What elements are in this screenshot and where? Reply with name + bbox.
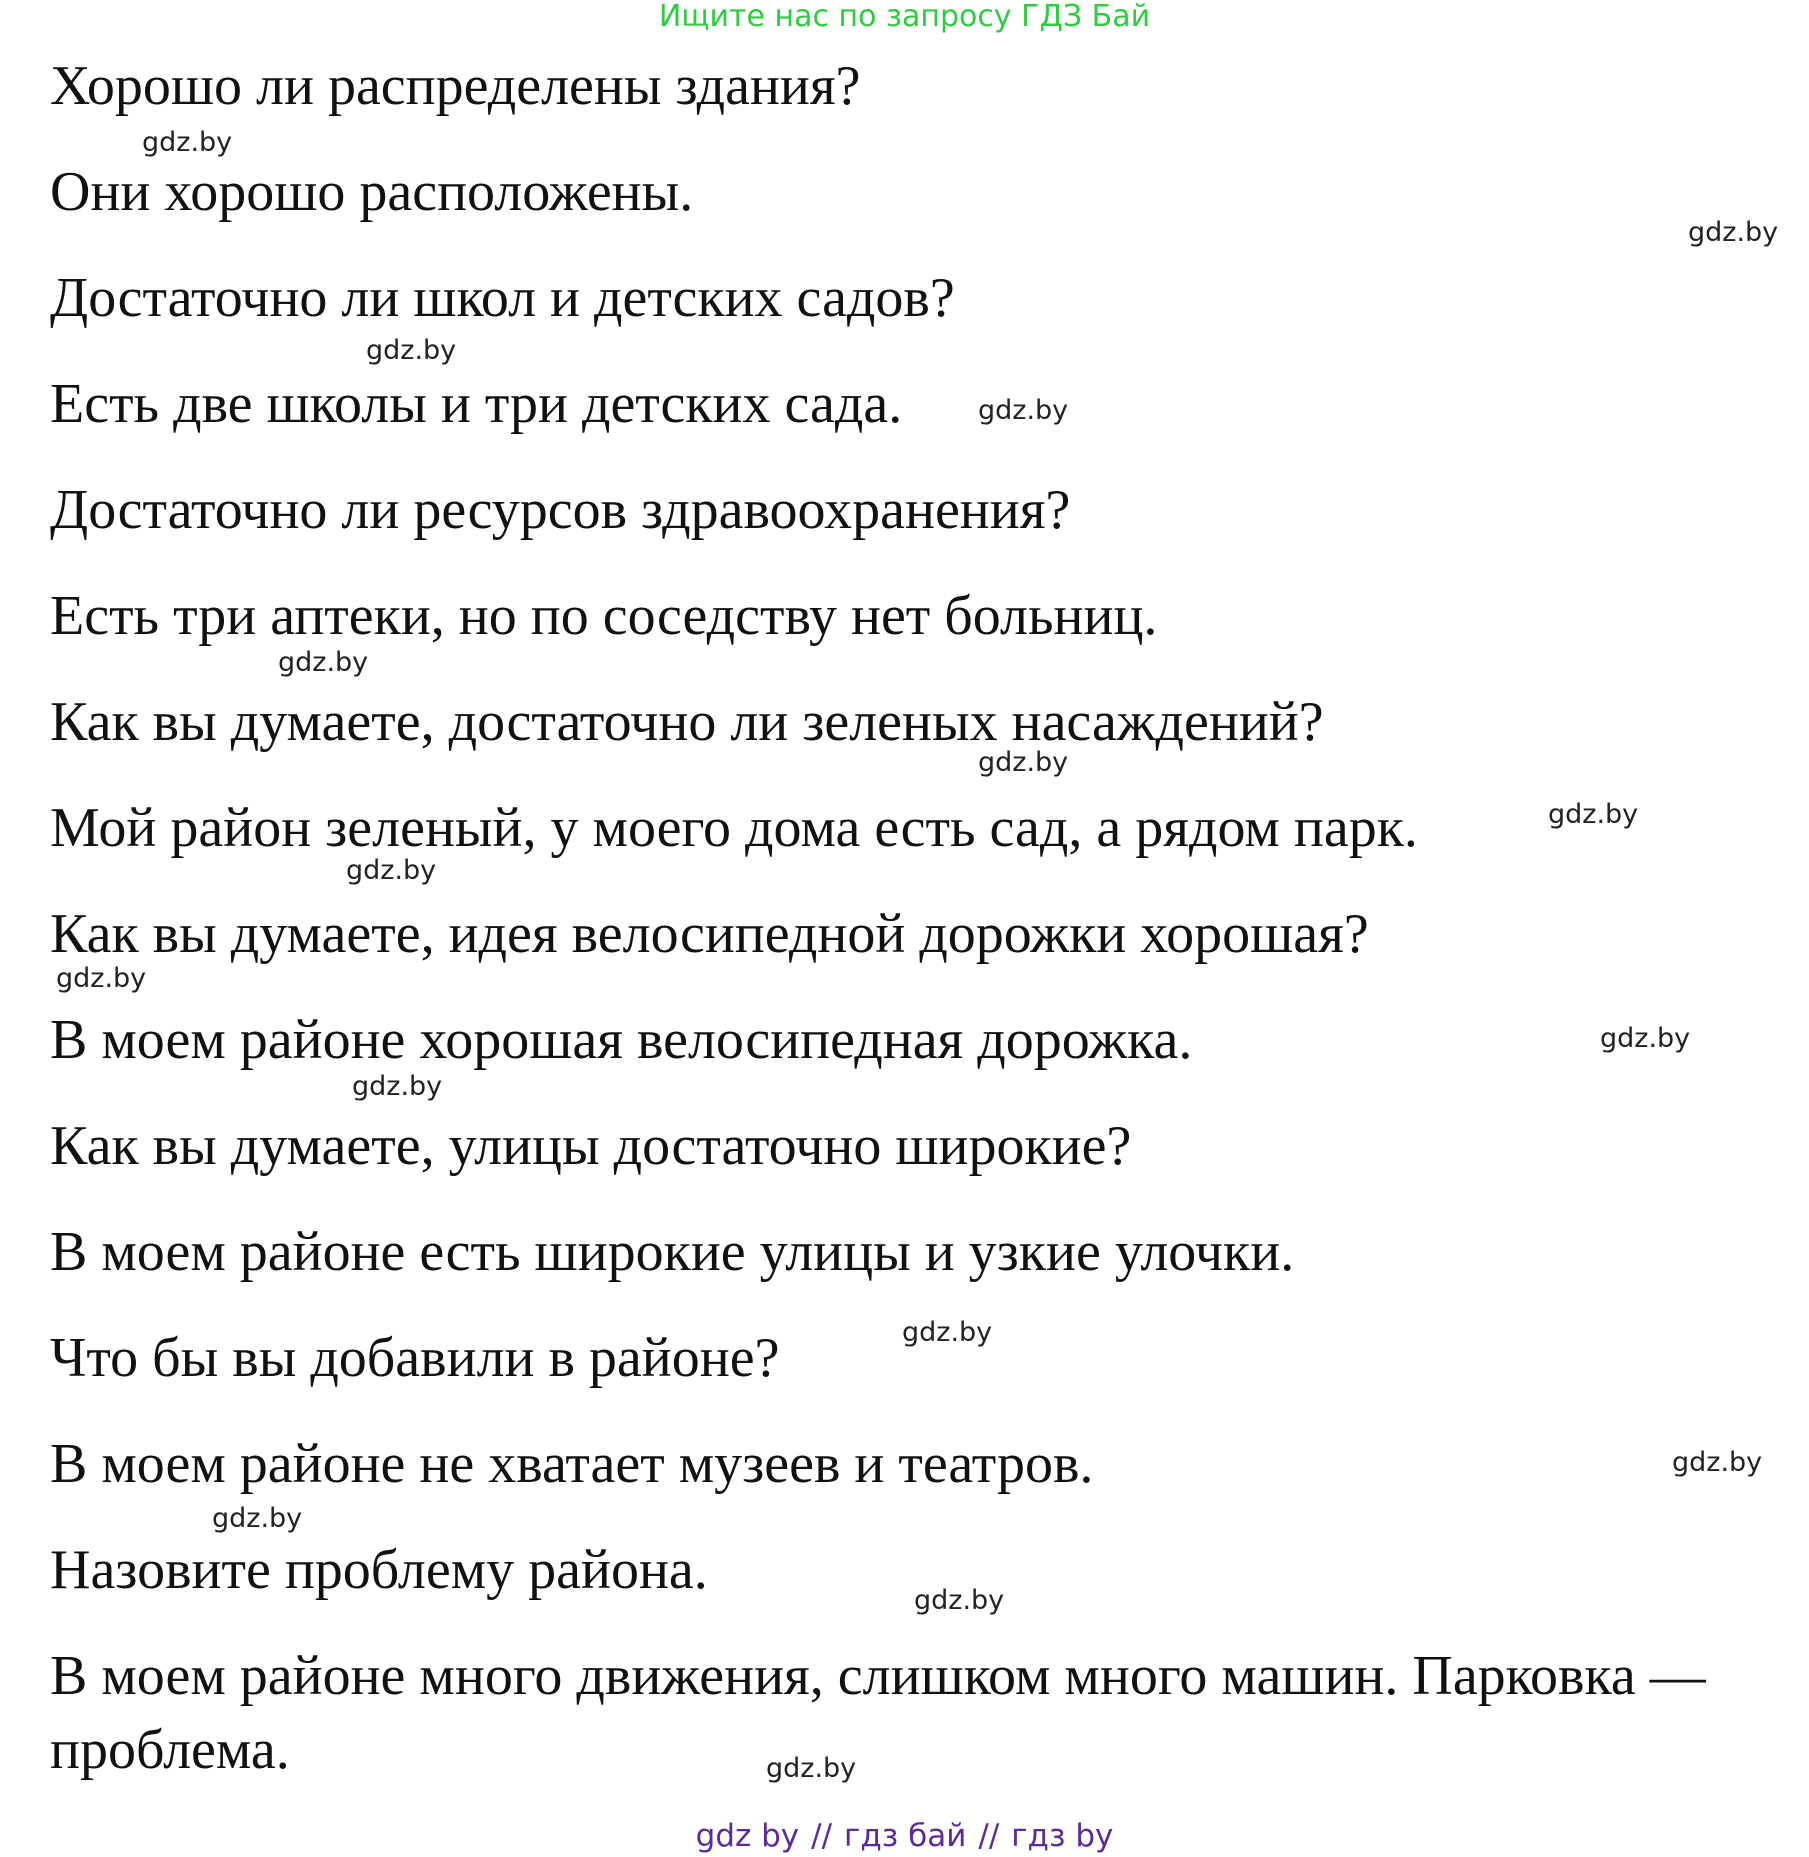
watermark: gdz.by	[902, 1317, 993, 1348]
text-line: Есть три аптеки, но по соседству нет больниц.	[50, 585, 1158, 647]
text-line: Как вы думаете, идея велосипедной дорожки хорошая?	[50, 903, 1369, 965]
watermark: gdz.by	[914, 1585, 1005, 1616]
text-line: Что бы вы добавили в районе?	[50, 1327, 780, 1389]
watermark: gdz.by	[1548, 799, 1639, 830]
watermark: gdz.by	[1672, 1447, 1763, 1478]
footer-links	[0, 1818, 1809, 1854]
watermark: gdz.by	[978, 747, 1069, 778]
text-line: Назовите проблему района.	[50, 1539, 708, 1601]
text-line: В моем районе много движения, слишком много машин. Парковка —	[50, 1645, 1706, 1707]
text-line: Как вы думаете, достаточно ли зеленых насаждений?	[50, 691, 1324, 753]
watermark: gdz.by	[366, 335, 457, 366]
header-search-hint: Ищите нас по запросу ГДЗ Бай	[658, 0, 1151, 34]
footer-separator: //	[978, 1818, 1000, 1854]
text-line: Они хорошо расположены.	[50, 161, 694, 223]
text-line: Как вы думаете, улицы достаточно широкие?	[50, 1115, 1132, 1177]
footer-link-gdz-bai[interactable]: гдз бай	[844, 1818, 967, 1854]
text-line: В моем районе хорошая велосипедная дорожка.	[50, 1009, 1193, 1071]
text-line: Достаточно ли ресурсов здравоохранения?	[50, 479, 1071, 541]
text-line: В моем районе не хватает музеев и театров.	[50, 1433, 1094, 1495]
footer-link-gdz-by[interactable]: gdz by	[695, 1818, 800, 1854]
text-line: Достаточно ли школ и детских садов?	[50, 267, 955, 329]
footer-link-gdz-by-cyr[interactable]: гдз by	[1011, 1818, 1114, 1854]
text-line: Есть две школы и три детских сада.	[50, 373, 903, 435]
watermark: gdz.by	[142, 127, 233, 158]
text-line: проблема.	[50, 1719, 290, 1781]
watermark: gdz.by	[978, 395, 1069, 426]
watermark: gdz.by	[1688, 217, 1779, 248]
text-line: Хорошо ли распределены здания?	[50, 55, 861, 117]
watermark: gdz.by	[352, 1071, 443, 1102]
footer-separator: //	[811, 1818, 833, 1854]
watermark: gdz.by	[346, 855, 437, 886]
text-line: Мой район зеленый, у моего дома есть сад, а рядом парк.	[50, 797, 1418, 859]
watermark: gdz.by	[212, 1503, 303, 1534]
watermark: gdz.by	[278, 647, 369, 678]
watermark: gdz.by	[56, 963, 147, 994]
watermark: gdz.by	[1600, 1023, 1691, 1054]
text-line: В моем районе есть широкие улицы и узкие улочки.	[50, 1221, 1295, 1283]
watermark: gdz.by	[766, 1753, 857, 1784]
